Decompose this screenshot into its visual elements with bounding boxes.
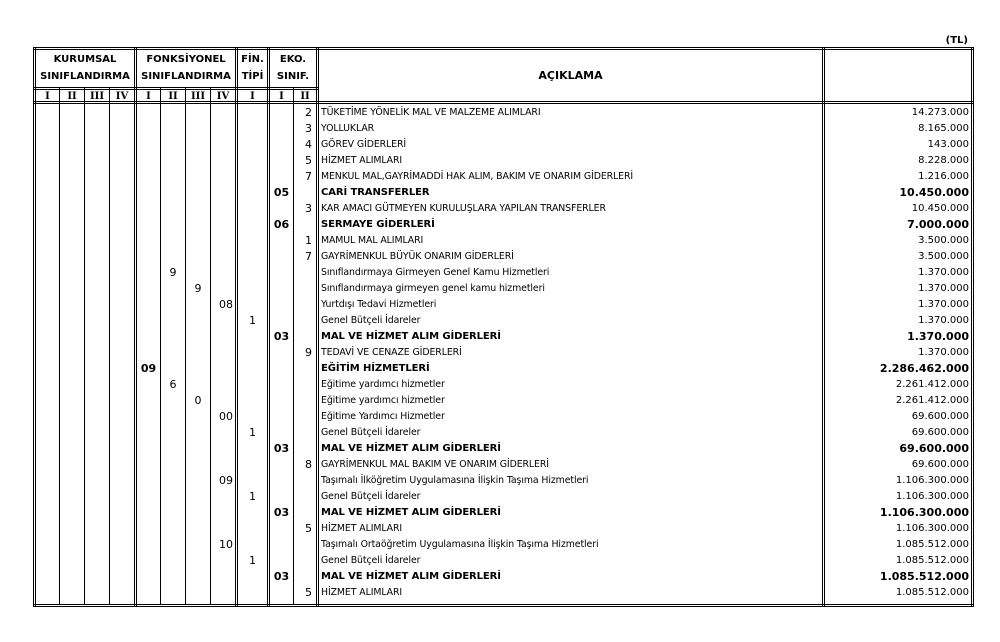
row-amount: 1.085.512.000 [895, 587, 969, 598]
code-e2: 3 [305, 202, 312, 215]
row-description: Taşımalı Ortaöğretim Uygulamasına İlişkin Taşıma Hizmetleri [321, 539, 599, 550]
code-e1: 03 [273, 442, 290, 455]
roman-e2: II [300, 91, 310, 102]
code-e2: 1 [305, 234, 312, 247]
row-amount: 1.106.300.000 [895, 491, 969, 502]
code-e1: 03 [273, 330, 290, 343]
row-description: MAL VE HİZMET ALIM GİDERLERİ [321, 571, 501, 582]
currency-note: (TL) [945, 35, 968, 46]
code-f1: 09 [140, 362, 157, 375]
row-description: CARİ TRANSFERLER [321, 187, 430, 198]
code-fin: 1 [249, 314, 256, 327]
code-f2: 6 [169, 378, 177, 391]
header-aciklama: AÇIKLAMA [538, 69, 603, 82]
row-amount: 1.370.000 [918, 315, 969, 326]
row-description: MAMUL MAL ALIMLARI [321, 235, 424, 246]
row-description: YOLLUKLAR [321, 123, 375, 134]
row-amount: 3.500.000 [918, 251, 969, 262]
row-amount: 2.261.412.000 [895, 379, 969, 390]
code-e2: 3 [305, 122, 312, 135]
row-amount: 1.085.512.000 [895, 555, 969, 566]
row-description: HİZMET ALIMLARI [321, 155, 403, 166]
row-amount: 69.600.000 [899, 442, 969, 455]
header-kurumsal: KURUMSAL SINIFLANDIRMA [40, 54, 130, 82]
row-description: Eğitime Yardımcı Hizmetler [321, 411, 445, 422]
row-description: Sınıflandırmaya Girmeyen Genel Kamu Hizmetleri [321, 267, 550, 278]
row-description: TÜKETİME YÖNELİK MAL VE MALZEME ALIMLARI [321, 107, 541, 118]
code-fin: 1 [249, 490, 256, 503]
code-fin: 1 [249, 426, 256, 439]
roman-f4: IV [216, 91, 230, 102]
code-e1: 03 [273, 570, 290, 583]
row-amount: 143.000 [927, 139, 969, 150]
row-amount: 1.085.512.000 [879, 570, 969, 583]
row-amount: 7.000.000 [907, 218, 969, 231]
roman-e1: I [279, 91, 284, 102]
row-description: Eğitime yardımcı hizmetler [321, 379, 445, 390]
roman-f1: I [146, 91, 151, 102]
code-e2: 8 [305, 458, 312, 471]
code-e2: 2 [305, 106, 312, 119]
row-amount: 1.370.000 [918, 347, 969, 358]
code-e2: 7 [305, 250, 312, 263]
code-f4: 08 [219, 298, 233, 311]
row-description: GÖREV GİDERLERİ [321, 139, 407, 150]
row-description: KAR AMACI GÜTMEYEN KURULUŞLARA YAPILAN TRANSFERLER [321, 203, 606, 214]
row-amount: 1.370.000 [907, 330, 969, 343]
row-amount: 1.106.300.000 [895, 475, 969, 486]
row-amount: 1.370.000 [918, 267, 969, 278]
row-amount: 2.261.412.000 [895, 395, 969, 406]
row-description: MAL VE HİZMET ALIM GİDERLERİ [321, 443, 501, 454]
row-description: GAYRİMENKUL BÜYÜK ONARIM GİDERLERİ [321, 251, 514, 262]
code-fin: 1 [249, 554, 256, 567]
row-amount: 8.228.000 [918, 155, 969, 166]
code-e1: 05 [273, 186, 290, 199]
row-description: TEDAVİ VE CENAZE GİDERLERİ [321, 347, 462, 358]
row-description: MAL VE HİZMET ALIM GİDERLERİ [321, 507, 501, 518]
row-amount: 10.450.000 [911, 203, 969, 214]
code-e2: 5 [305, 154, 312, 167]
code-e2: 5 [305, 522, 312, 535]
row-description: Genel Bütçeli İdareler [321, 491, 421, 502]
row-description: Yurtdışı Tedavi Hizmetleri [321, 299, 437, 310]
code-e2: 5 [305, 586, 312, 599]
row-amount: 1.370.000 [918, 283, 969, 294]
header-fonksiyonel: FONKSİYONEL SINIFLANDIRMA [141, 54, 231, 82]
row-description: Taşımalı İlköğretim Uygulamasına İlişkin Taşıma Hizmetleri [321, 475, 589, 486]
row-description: Genel Bütçeli İdareler [321, 315, 421, 326]
row-amount: 69.600.000 [911, 427, 969, 438]
code-e2: 7 [305, 170, 312, 183]
roman-f2: II [168, 91, 178, 102]
roman-k2: II [67, 91, 77, 102]
row-description: MENKUL MAL,GAYRİMADDİ HAK ALIM, BAKIM VE ONARIM GİDERLERİ [321, 171, 634, 182]
roman-f3: III [190, 91, 206, 102]
row-description: MAL VE HİZMET ALIM GİDERLERİ [321, 331, 501, 342]
row-amount: 1.106.300.000 [879, 506, 969, 519]
code-f4: 00 [219, 410, 233, 423]
row-amount: 10.450.000 [899, 186, 969, 199]
roman-k4: IV [115, 91, 129, 102]
row-description: Genel Bütçeli İdareler [321, 555, 421, 566]
row-amount: 69.600.000 [911, 459, 969, 470]
row-amount: 14.273.000 [911, 107, 969, 118]
row-description: Sınıflandırmaya girmeyen genel kamu hizmetleri [321, 283, 545, 294]
code-e1: 06 [273, 218, 290, 231]
row-description: HİZMET ALIMLARI [321, 587, 403, 598]
row-description: EĞİTİM HİZMETLERİ [321, 363, 430, 374]
header-eko-sinif: EKO. SINIF. [276, 54, 310, 82]
roman-k3: III [89, 91, 105, 102]
code-e1: 03 [273, 506, 290, 519]
roman-k1: I [45, 91, 50, 102]
row-amount: 69.600.000 [911, 411, 969, 422]
code-e2: 9 [305, 346, 312, 359]
row-description: HİZMET ALIMLARI [321, 523, 403, 534]
code-f3: 0 [194, 394, 202, 407]
roman-fin: I [250, 91, 255, 102]
row-description: Genel Bütçeli İdareler [321, 427, 421, 438]
row-description: SERMAYE GİDERLERİ [321, 219, 435, 230]
row-amount: 8.165.000 [918, 123, 969, 134]
code-f2: 9 [169, 266, 177, 279]
code-e2: 4 [305, 138, 312, 151]
code-f3: 9 [194, 282, 202, 295]
row-description: Eğitime yardımcı hizmetler [321, 395, 445, 406]
row-amount: 1.085.512.000 [895, 539, 969, 550]
header-fin-tipi: FİN. TİPİ [241, 54, 264, 82]
row-description: GAYRİMENKUL MAL BAKIM VE ONARIM GİDERLERİ [321, 459, 549, 470]
row-amount: 1.216.000 [918, 171, 969, 182]
row-amount: 1.106.300.000 [895, 523, 969, 534]
row-amount: 2.286.462.000 [879, 362, 969, 375]
code-f4: 09 [219, 474, 233, 487]
row-amount: 1.370.000 [918, 299, 969, 310]
code-f4: 10 [219, 538, 233, 551]
row-amount: 3.500.000 [918, 235, 969, 246]
